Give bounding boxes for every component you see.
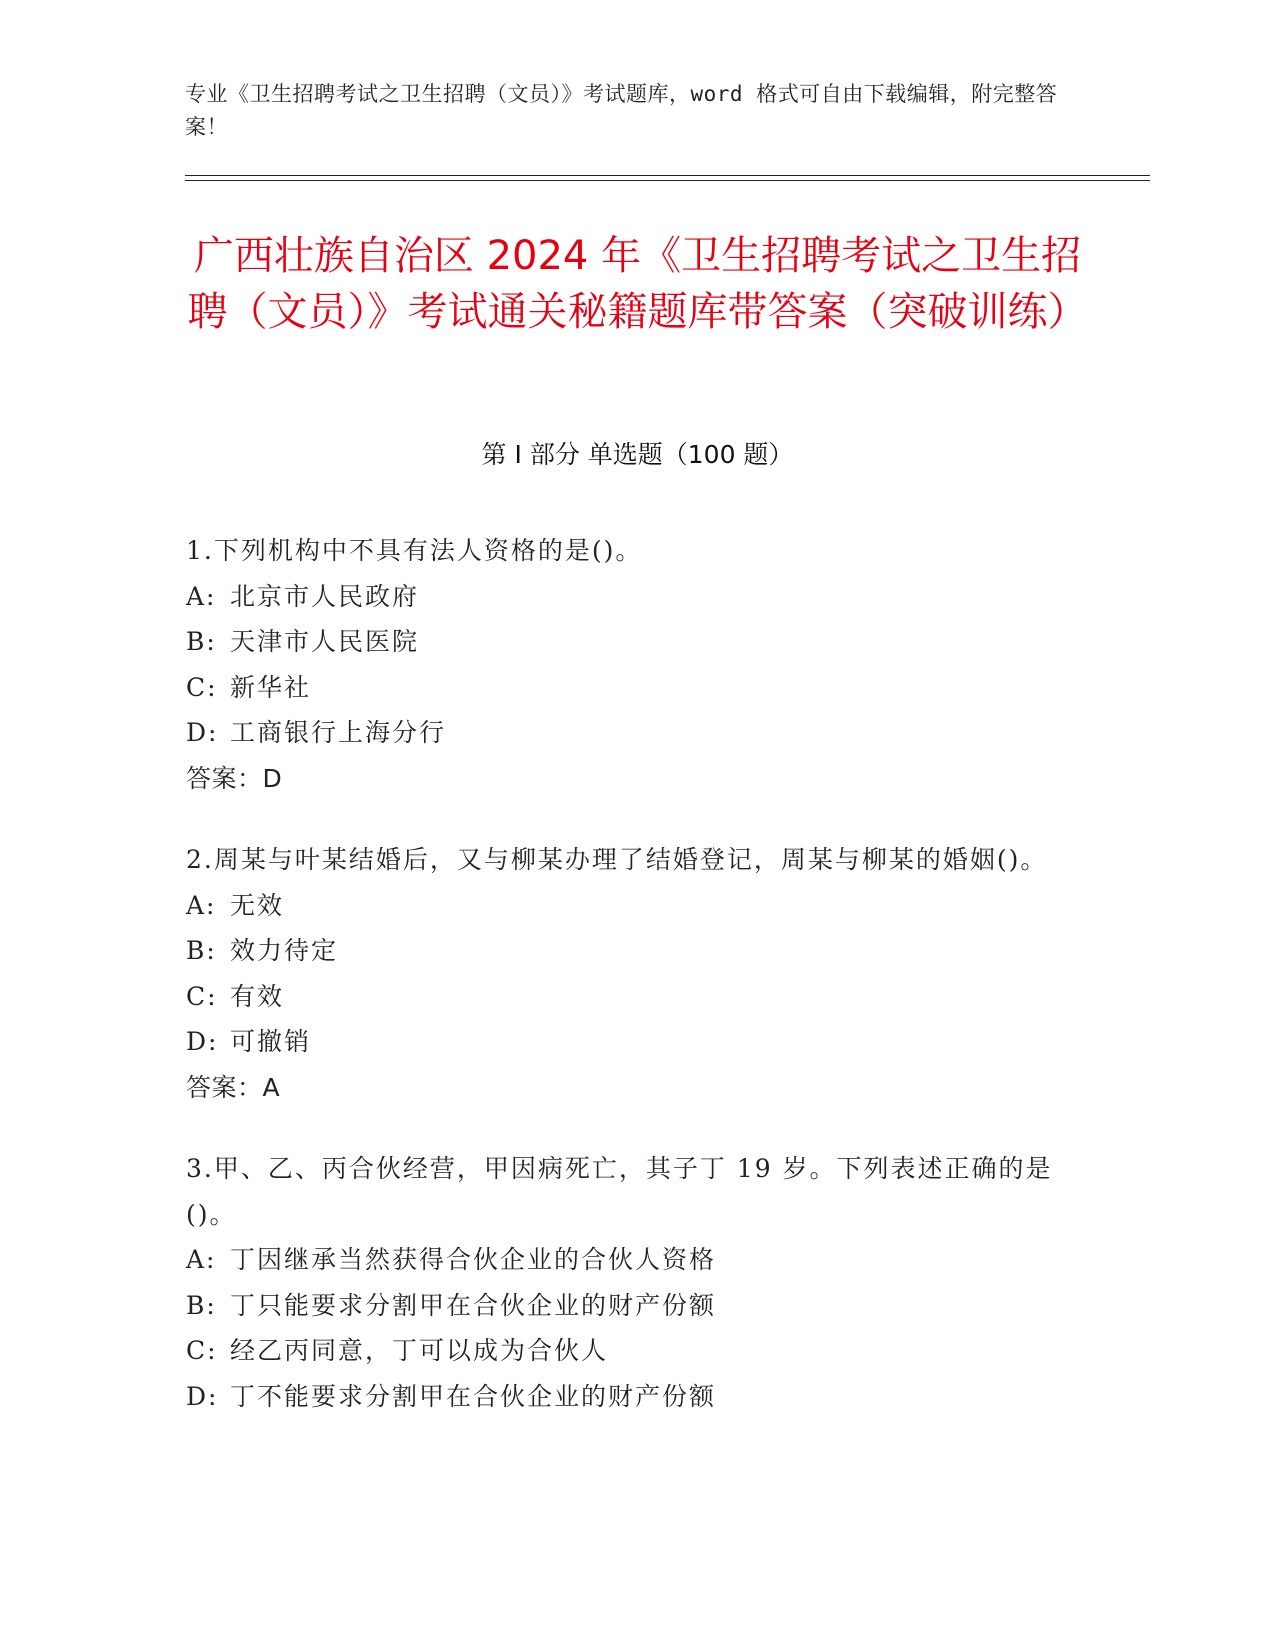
option-c [186, 665, 1066, 711]
option-letter: A: [186, 1245, 217, 1274]
question-2 [186, 837, 1066, 1110]
option-letter: C: [186, 672, 218, 702]
question-stem: 3.甲、乙、丙合伙经营，甲因病死亡，其子丁 19 岁。下列表述正确的是()。 [186, 1154, 1053, 1229]
question-1 [186, 528, 1066, 801]
document-title: 广西壮族自治区 2024 年《卫生招聘考试之卫生招聘（文员）》考试通关秘籍题库带答案（突破训练） [187, 233, 1088, 335]
option-text: 丁不能要求分割甲在合伙企业的财产份额 [230, 1381, 717, 1411]
option-a [186, 574, 1066, 620]
option-letter: D: [186, 1381, 219, 1411]
option-text: 丁只能要求分割甲在合伙企业的财产份额 [230, 1290, 717, 1320]
option-a [186, 1237, 1066, 1283]
option-c [186, 1328, 1066, 1374]
question-3 [186, 1146, 1066, 1419]
option-text: 天津市人民医院 [230, 627, 420, 656]
option-text: 北京市人民政府 [230, 581, 420, 611]
option-a [186, 883, 1066, 929]
header-divider-top [185, 175, 1150, 176]
section-heading: 第 I 部分 单选题（100 题） [481, 440, 794, 469]
question-list [186, 528, 1066, 1455]
option-letter: D: [186, 1027, 219, 1056]
option-text: 效力待定 [230, 936, 339, 965]
option-text: 可撤销 [230, 1027, 312, 1056]
option-letter: C: [186, 981, 218, 1011]
option-text: 无效 [230, 890, 285, 920]
option-b [186, 1283, 1066, 1329]
option-letter: D: [186, 718, 219, 747]
question-stem: 2.周某与叶某结婚后，又与柳某办理了结婚登记，周某与柳某的婚姻()。 [186, 845, 1048, 874]
header-divider-bottom [185, 180, 1150, 181]
option-c [186, 974, 1066, 1020]
option-d [186, 710, 1066, 756]
option-d [186, 1374, 1066, 1420]
option-text: 新华社 [230, 672, 312, 702]
answer-line: 答案：D [186, 763, 283, 793]
question-stem: 1.下列机构中不具有法人资格的是()。 [186, 536, 643, 565]
option-letter: B: [186, 936, 217, 965]
option-b [186, 619, 1066, 665]
option-text: 有效 [230, 981, 285, 1011]
option-letter: B: [186, 627, 217, 656]
option-text: 经乙丙同意，丁可以成为合伙人 [230, 1336, 609, 1365]
option-text: 丁因继承当然获得合伙企业的合伙人资格 [230, 1245, 717, 1274]
answer-line: 答案：A [186, 1072, 281, 1102]
option-d [186, 1019, 1066, 1065]
option-text: 工商银行上海分行 [230, 718, 447, 747]
header-note: 专业《卫生招聘考试之卫生招聘（文员）》考试题库，word 格式可自由下载编辑，附完整答案！ [185, 82, 1058, 139]
option-letter: B: [186, 1290, 217, 1320]
option-letter: C: [186, 1336, 218, 1365]
option-letter: A: [186, 890, 217, 920]
option-letter: A: [186, 581, 217, 611]
option-b [186, 928, 1066, 974]
